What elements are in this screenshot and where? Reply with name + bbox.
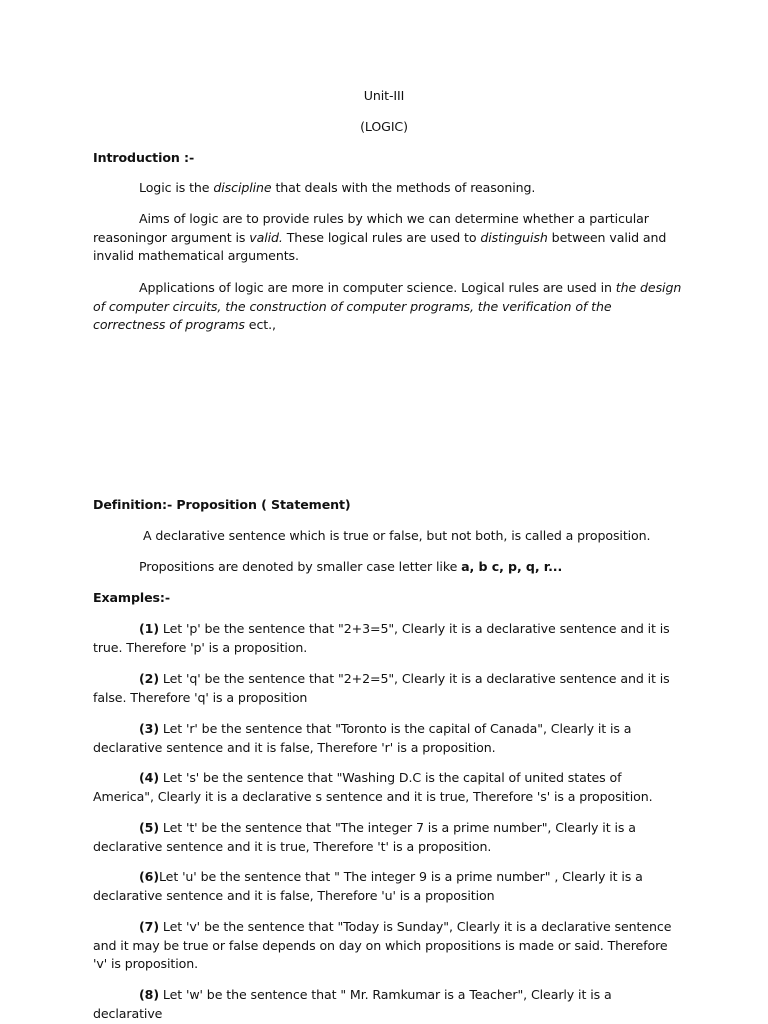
example-text: Let 'r' be the sentence that "Toronto is the capital of Canada", Clearly it is a declarative sentence and it is false, Therefore 'r' is a proposition. (93, 721, 632, 755)
intro-p1-c: that deals with the methods of reasoning. (271, 180, 536, 195)
intro-p3-c: ect., (244, 317, 276, 333)
intro-paragraph-3 (93, 279, 683, 335)
definition-p2-letters: a, b c, p, q, r... (461, 559, 563, 574)
example-text: Let 'v' be the sentence that "Today is Sunday", Clearly it is a declarative sentence and it may be true or false depends on day on which propositions is made or said. Therefore 'v' is proposition. (93, 919, 672, 972)
example-item-1 (93, 620, 683, 657)
example-number: (4) (139, 770, 159, 785)
example-item-5 (93, 819, 683, 856)
intro-heading-text: Introduction :- (93, 150, 195, 165)
example-item-7 (93, 918, 683, 974)
example-number: (1) (139, 621, 159, 636)
definition-heading-text: Definition:- Proposition ( Statement) (93, 497, 351, 512)
example-item-2 (93, 670, 683, 707)
example-text: Let 'u' be the sentence that " The integer 9 is a prime number" , Clearly it is a declarative sentence and it is false, Therefore 'u' is a proposition (93, 869, 643, 903)
examples-heading-text: Examples:- (93, 590, 170, 605)
examples-heading (93, 589, 683, 608)
intro-paragraph-2 (93, 210, 683, 266)
example-text: Let 't' be the sentence that "The integer 7 is a prime number", Clearly it is a declarative sentence and it is true, Therefore 't' is a proposition. (93, 820, 636, 854)
example-number: (8) (139, 987, 159, 1002)
intro-p1-b: discipline (213, 180, 272, 195)
example-text: Let 's' be the sentence that "Washing D.C is the capital of united states of America", Clearly it is a declarative s sentence and it is true, Therefore 's' is a proposition. (93, 770, 653, 804)
intro-paragraph-1 (93, 179, 683, 198)
example-item-6 (93, 868, 683, 905)
example-text: Let 'p' be the sentence that "2+3=5", Clearly it is a declarative sentence and it is true. Therefore 'p' is a proposition. (93, 621, 670, 655)
intro-p2-b: valid. (249, 229, 283, 245)
example-number: (6) (139, 869, 159, 884)
example-text: Let 'w' be the sentence that " Mr. Ramkumar is a Teacher", Clearly it is a declarative (93, 987, 612, 1021)
definition-p2-text: Propositions are denoted by smaller case letter like (139, 559, 462, 574)
intro-p2-c: These logical rules are used to (282, 229, 481, 245)
intro-heading (93, 149, 683, 168)
intro-p3-b: the design of computer circuits, the construction of computer programs, the verification of the correctness of programs (93, 280, 682, 333)
example-item-3 (93, 720, 683, 757)
example-number: (7) (139, 919, 159, 934)
example-number: (2) (139, 671, 159, 686)
intro-p3-a: Applications of logic are more in computer science. Logical rules are used in (139, 280, 616, 295)
intro-p1-a: Logic is the (139, 180, 214, 195)
subject-title: (LOGIC) (360, 119, 408, 134)
example-number: (5) (139, 820, 159, 835)
definition-heading (93, 496, 683, 515)
definition-paragraph-2 (93, 558, 683, 577)
example-number: (3) (139, 721, 159, 736)
example-text: Let 'q' be the sentence that "2+2=5", Clearly it is a declarative sentence and it is false. Therefore 'q' is a proposition (93, 671, 670, 705)
example-item-4 (93, 769, 683, 806)
unit-title: Unit-III (363, 88, 405, 103)
definition-paragraph-1: A declarative sentence which is true or false, but not both, is called a proposition. (143, 528, 651, 543)
intro-p2-e: between valid and invalid mathematical arguments. (93, 229, 667, 264)
intro-p2-d: distinguish (480, 229, 548, 245)
example-item-8 (93, 986, 683, 1023)
intro-p2-a: Aims of logic are to provide rules by which we can determine whether a particular reasoningor argument is (93, 211, 649, 245)
